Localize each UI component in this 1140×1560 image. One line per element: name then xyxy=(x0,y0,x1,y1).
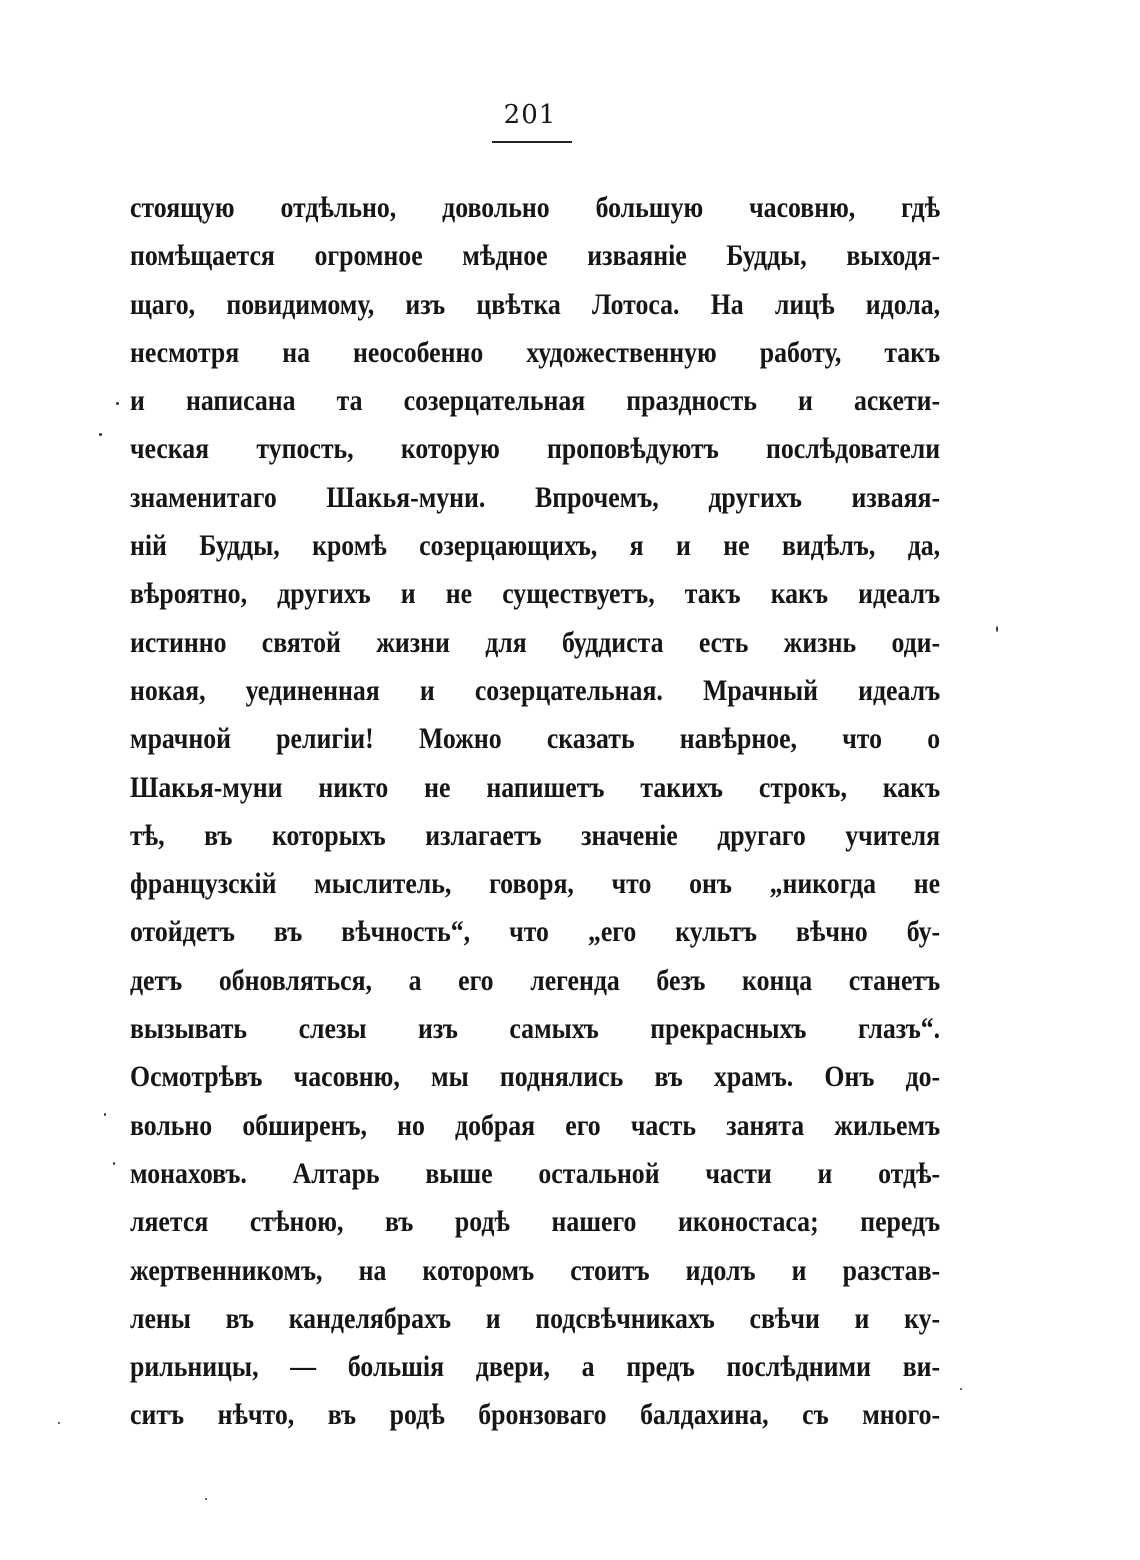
scan-speck xyxy=(996,626,998,632)
text-line: рильницы, — большія двери, а предъ послѣдними ви- xyxy=(130,1350,941,1384)
scan-speck xyxy=(104,1113,106,1116)
text-line: помѣщается огромное мѣдное изваяніе Будды, выходя- xyxy=(130,239,941,273)
scan-speck xyxy=(99,433,102,436)
body-text xyxy=(130,184,940,1440)
scan-speck xyxy=(960,1388,962,1390)
page-number-rule xyxy=(492,141,572,143)
text-line: несмотря на неособенно художественную работу, такъ xyxy=(130,335,941,369)
text-line: стоящую отдѣльно, довольно большую часовню, гдѣ xyxy=(130,191,941,224)
text-line: Шакья-муни никто не напишетъ такихъ строкъ, какъ xyxy=(130,770,941,804)
text-line: отойдетъ въ вѣчность“, что „его культъ вѣчно бу- xyxy=(130,915,941,949)
page-number: 201 xyxy=(503,100,557,130)
text-line: монаховъ. Алтарь выше остальной части и отдѣ- xyxy=(130,1156,941,1190)
scan-speck xyxy=(113,1162,115,1165)
scan-speck xyxy=(116,402,119,405)
text-line: вѣроятно, другихъ и не существуетъ, такъ какъ идеалъ xyxy=(130,577,941,611)
text-line: мрачной религіи! Можно сказать навѣрное, что о xyxy=(130,722,941,756)
scan-speck xyxy=(58,1422,60,1424)
scan-speck xyxy=(205,1498,207,1500)
text-line: истинно святой жизни для буддиста есть жизнь оди- xyxy=(130,625,941,659)
text-line: знаменитаго Шакья-муни. Впрочемъ, другихъ изваяя- xyxy=(130,480,941,514)
text-line: тѣ, въ которыхъ излагаетъ значеніе другаго учителя xyxy=(130,818,941,852)
text-line: ческая тупость, которую проповѣдуютъ послѣдователи xyxy=(130,432,941,466)
text-line: и написана та созерцательная праздность и аскети- xyxy=(130,384,941,418)
text-line: Осмотрѣвъ часовню, мы поднялись въ храмъ. Онъ до- xyxy=(130,1060,941,1094)
text-line: детъ обновляться, а его легенда безъ конца станетъ xyxy=(130,963,941,997)
text-line: лены въ канделябрахъ и подсвѣчникахъ свѣчи и ку- xyxy=(130,1301,941,1335)
text-line: ляется стѣною, въ родѣ нашего иконостаса; передъ xyxy=(130,1205,941,1239)
text-line: вызывать слезы изъ самыхъ прекрасныхъ глазъ“. xyxy=(130,1012,941,1046)
text-line: ній Будды, кромѣ созерцающихъ, я и не видѣлъ, да, xyxy=(130,529,941,563)
text-line: щаго, повидимому, изъ цвѣтка Лотоса. На лицѣ идола, xyxy=(130,287,941,321)
text-line: ситъ нѣчто, въ родѣ бронзоваго балдахина, съ много- xyxy=(130,1398,941,1432)
text-line: жертвенникомъ, на которомъ стоитъ идолъ и разстав- xyxy=(130,1253,941,1287)
text-line: нокая, уединенная и созерцательная. Мрачный идеалъ xyxy=(130,673,941,707)
text-line: французскій мыслитель, говоря, что онъ „никогда не xyxy=(130,867,941,901)
text-line: вольно обширенъ, но добрая его часть занята жильемъ xyxy=(130,1108,941,1142)
